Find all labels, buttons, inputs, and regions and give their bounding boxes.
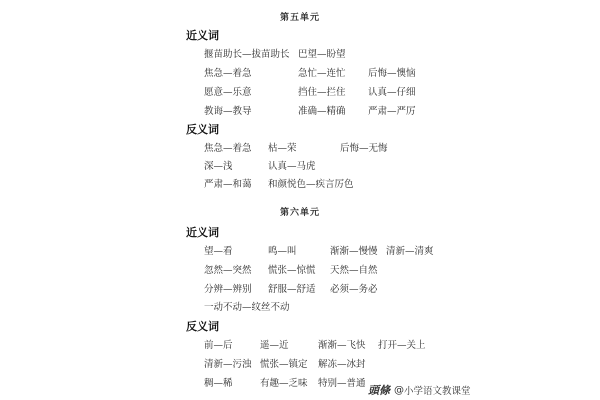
word-pair: 后悔—懊恼 xyxy=(368,68,416,79)
word-pair: 准确—精确 xyxy=(298,106,346,117)
word-pair: 慌张—镇定 xyxy=(260,359,308,370)
word-pair: 揠苗助长—拔苗助长 xyxy=(204,49,290,60)
word-pair: 焦急—着急 xyxy=(204,143,252,154)
word-pair: 有趣—乏味 xyxy=(260,378,308,389)
word-pair: 挡住—拦住 xyxy=(298,87,346,98)
word-pair: 遥—近 xyxy=(260,340,289,351)
word-pair: 鸣—叫 xyxy=(268,246,297,257)
word-pair: 后悔—无悔 xyxy=(340,143,388,154)
watermark-brand: 頭條 xyxy=(368,384,390,397)
word-pair: 愿意—乐意 xyxy=(204,87,252,98)
unit5-title: 第五单元 xyxy=(279,13,320,23)
word-pair: 天然—自然 xyxy=(330,265,378,276)
word-pair: 忽然—突然 xyxy=(204,265,252,276)
word-pair: 分辨—辨别 xyxy=(204,284,252,295)
unit6-title: 第六单元 xyxy=(279,208,320,218)
word-pair: 焦急—着急 xyxy=(204,68,252,79)
word-pair: 认真—马虎 xyxy=(268,161,316,172)
word-pair: 巴望—盼望 xyxy=(298,49,346,60)
word-pair: 清新—污浊 xyxy=(204,359,252,370)
watermark xyxy=(368,382,471,398)
word-pair: 渐渐—飞快 xyxy=(318,340,366,351)
word-pair: 打开—关上 xyxy=(378,340,426,351)
word-pair: 慌张—惊慌 xyxy=(268,265,316,276)
word-pair: 枯—荣 xyxy=(268,143,297,154)
word-pair: 望—看 xyxy=(204,246,233,257)
word-pair: 前—后 xyxy=(204,340,233,351)
word-pair: 教诲—教导 xyxy=(204,106,252,117)
unit6-antonyms-heading: 反义词 xyxy=(186,320,219,333)
word-pair: 稠—稀 xyxy=(204,378,233,389)
word-pair: 严肃—和蔼 xyxy=(204,179,252,190)
unit5-antonyms-heading: 反义词 xyxy=(186,123,219,136)
word-pair: 认真—仔细 xyxy=(368,87,416,98)
word-pair: 一动不动—纹丝不动 xyxy=(204,302,290,313)
watermark-account: 小学语文教课堂 xyxy=(404,386,471,397)
word-pair: 和颜悦色—疾言厉色 xyxy=(268,179,354,190)
word-pair: 必须—务必 xyxy=(330,284,378,295)
word-pair: 急忙—连忙 xyxy=(298,68,346,79)
unit5-synonyms-heading: 近义词 xyxy=(186,29,219,42)
watermark-at-sign: @ xyxy=(394,384,404,396)
word-pair: 舒服—舒适 xyxy=(268,284,316,295)
word-pair: 深—浅 xyxy=(204,161,233,172)
word-pair: 渐渐—慢慢 xyxy=(330,246,378,257)
word-pair: 严肃—严厉 xyxy=(368,106,416,117)
word-pair: 清新—清爽 xyxy=(386,246,434,257)
word-pair: 解冻—冰封 xyxy=(318,359,366,370)
unit6-synonyms-heading: 近义词 xyxy=(186,226,219,239)
word-pair: 特别—普通 xyxy=(318,378,366,389)
